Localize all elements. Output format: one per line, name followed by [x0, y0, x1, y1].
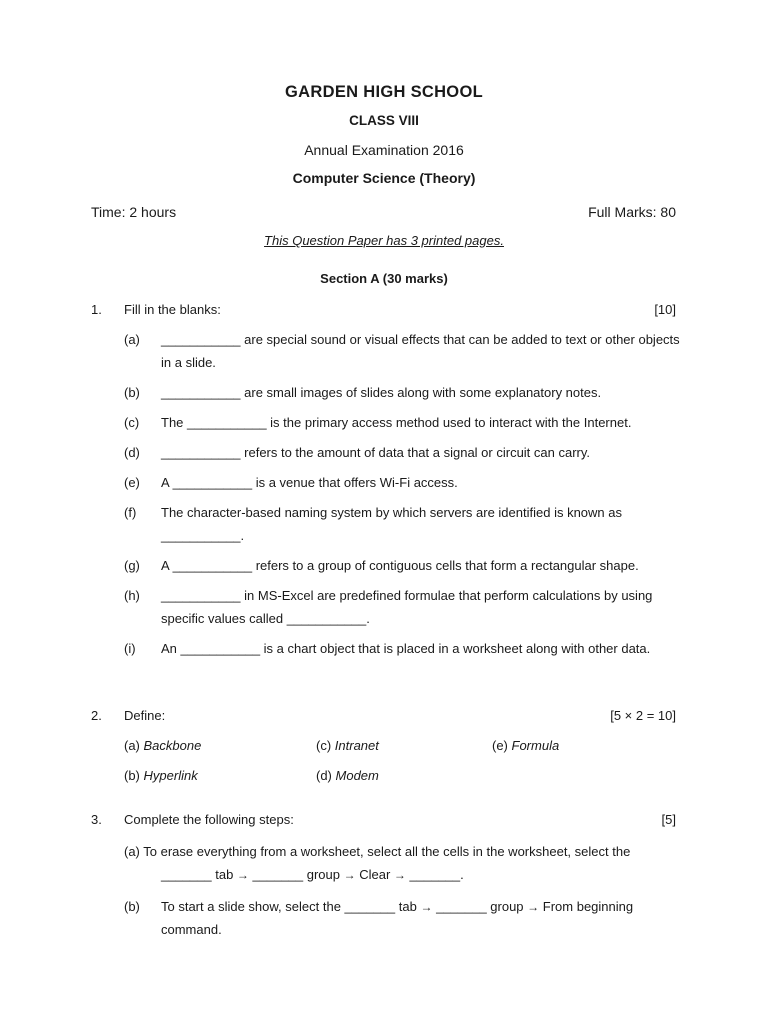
item-text: A ___________ refers to a group of contiguous cells that form a rectangular shape.	[161, 558, 639, 573]
question-title: Fill in the blanks:	[124, 302, 221, 317]
time-label: Time: 2 hours	[91, 204, 177, 220]
define-term: Intranet	[334, 738, 379, 753]
item-label: (e)	[124, 475, 140, 490]
item-label: (i)	[124, 641, 136, 656]
arrow-icon: →	[393, 868, 406, 882]
step-label: (a)	[124, 844, 140, 859]
step-text: Clear	[355, 867, 394, 882]
question-marks: [5 × 2 = 10]	[610, 708, 676, 723]
define-label: (a)	[124, 738, 140, 753]
item-text: An ___________ is a chart object that is placed in a worksheet along with other data.	[161, 641, 651, 656]
question-number: 1.	[91, 302, 102, 317]
item-label: (a)	[124, 332, 140, 347]
question-marks: [10]	[654, 302, 676, 317]
step-text: _______ tab	[161, 867, 237, 882]
pages-note: This Question Paper has 3 printed pages.	[264, 233, 504, 248]
question-title: Define:	[124, 708, 166, 723]
step-text: To start a slide show, select the _______ tab	[161, 899, 421, 914]
define-term: Hyperlink	[143, 768, 198, 783]
item-label: (h)	[124, 588, 140, 603]
item-text: ___________ in MS-Excel are predefined formulae that perform calculations by using specific values called ___________.	[161, 588, 653, 626]
item-text: ___________ are special sound or visual effects that can be added to text or other objects in a slide.	[161, 332, 680, 370]
arrow-icon: →	[236, 868, 249, 882]
subject-title: Computer Science (Theory)	[292, 170, 476, 186]
define-label: (b)	[124, 768, 140, 783]
question-marks: [5]	[661, 812, 676, 827]
step-a-line2	[161, 863, 464, 887]
item-label: (c)	[124, 415, 140, 430]
school-name: GARDEN HIGH SCHOOL	[285, 83, 483, 101]
step-text: command.	[161, 922, 222, 937]
define-term: Formula	[511, 738, 560, 753]
item-label: (d)	[124, 445, 140, 460]
define-label: (c)	[316, 738, 332, 753]
define-item	[492, 734, 559, 757]
question-title: Complete the following steps:	[124, 812, 294, 827]
item-label: (g)	[124, 558, 140, 573]
define-label: (d)	[316, 768, 332, 783]
item-label: (b)	[124, 385, 140, 400]
step-label: (b)	[124, 899, 140, 914]
section-heading: Section A (30 marks)	[320, 271, 448, 286]
item-text: ___________ are small images of slides along with some explanatory notes.	[161, 385, 602, 400]
item-text: ___________ refers to the amount of data that a signal or circuit can carry.	[161, 445, 591, 460]
define-term: Backbone	[143, 738, 202, 753]
question-number: 3.	[91, 812, 102, 827]
define-item	[124, 734, 201, 757]
step-b-line1	[161, 895, 633, 919]
step-text: To erase everything from a worksheet, select all the cells in the worksheet, select the	[143, 844, 631, 859]
item-text: The ___________ is the primary access method used to interact with the Internet.	[161, 415, 632, 430]
define-item	[316, 734, 379, 757]
define-item	[124, 764, 198, 787]
item-text: The character-based naming system by which servers are identified is known as ___________.	[161, 505, 622, 543]
step-a-line1	[124, 840, 630, 863]
step-text: From beginning	[539, 899, 634, 914]
item-text: A ___________ is a venue that offers Wi-Fi access.	[161, 475, 458, 490]
arrow-icon: →	[527, 900, 540, 914]
define-label: (e)	[492, 738, 508, 753]
step-text: _______ group	[432, 899, 528, 914]
step-text: _______.	[405, 867, 464, 882]
arrow-icon: →	[420, 900, 433, 914]
arrow-icon: →	[343, 868, 356, 882]
class-label: CLASS VIII	[349, 113, 419, 128]
full-marks-label: Full Marks: 80	[588, 204, 676, 220]
exam-title: Annual Examination 2016	[304, 142, 464, 158]
item-label: (f)	[124, 505, 137, 520]
question-number: 2.	[91, 708, 102, 723]
define-term: Modem	[335, 768, 379, 783]
step-text: _______ group	[248, 867, 344, 882]
define-item	[316, 764, 379, 787]
